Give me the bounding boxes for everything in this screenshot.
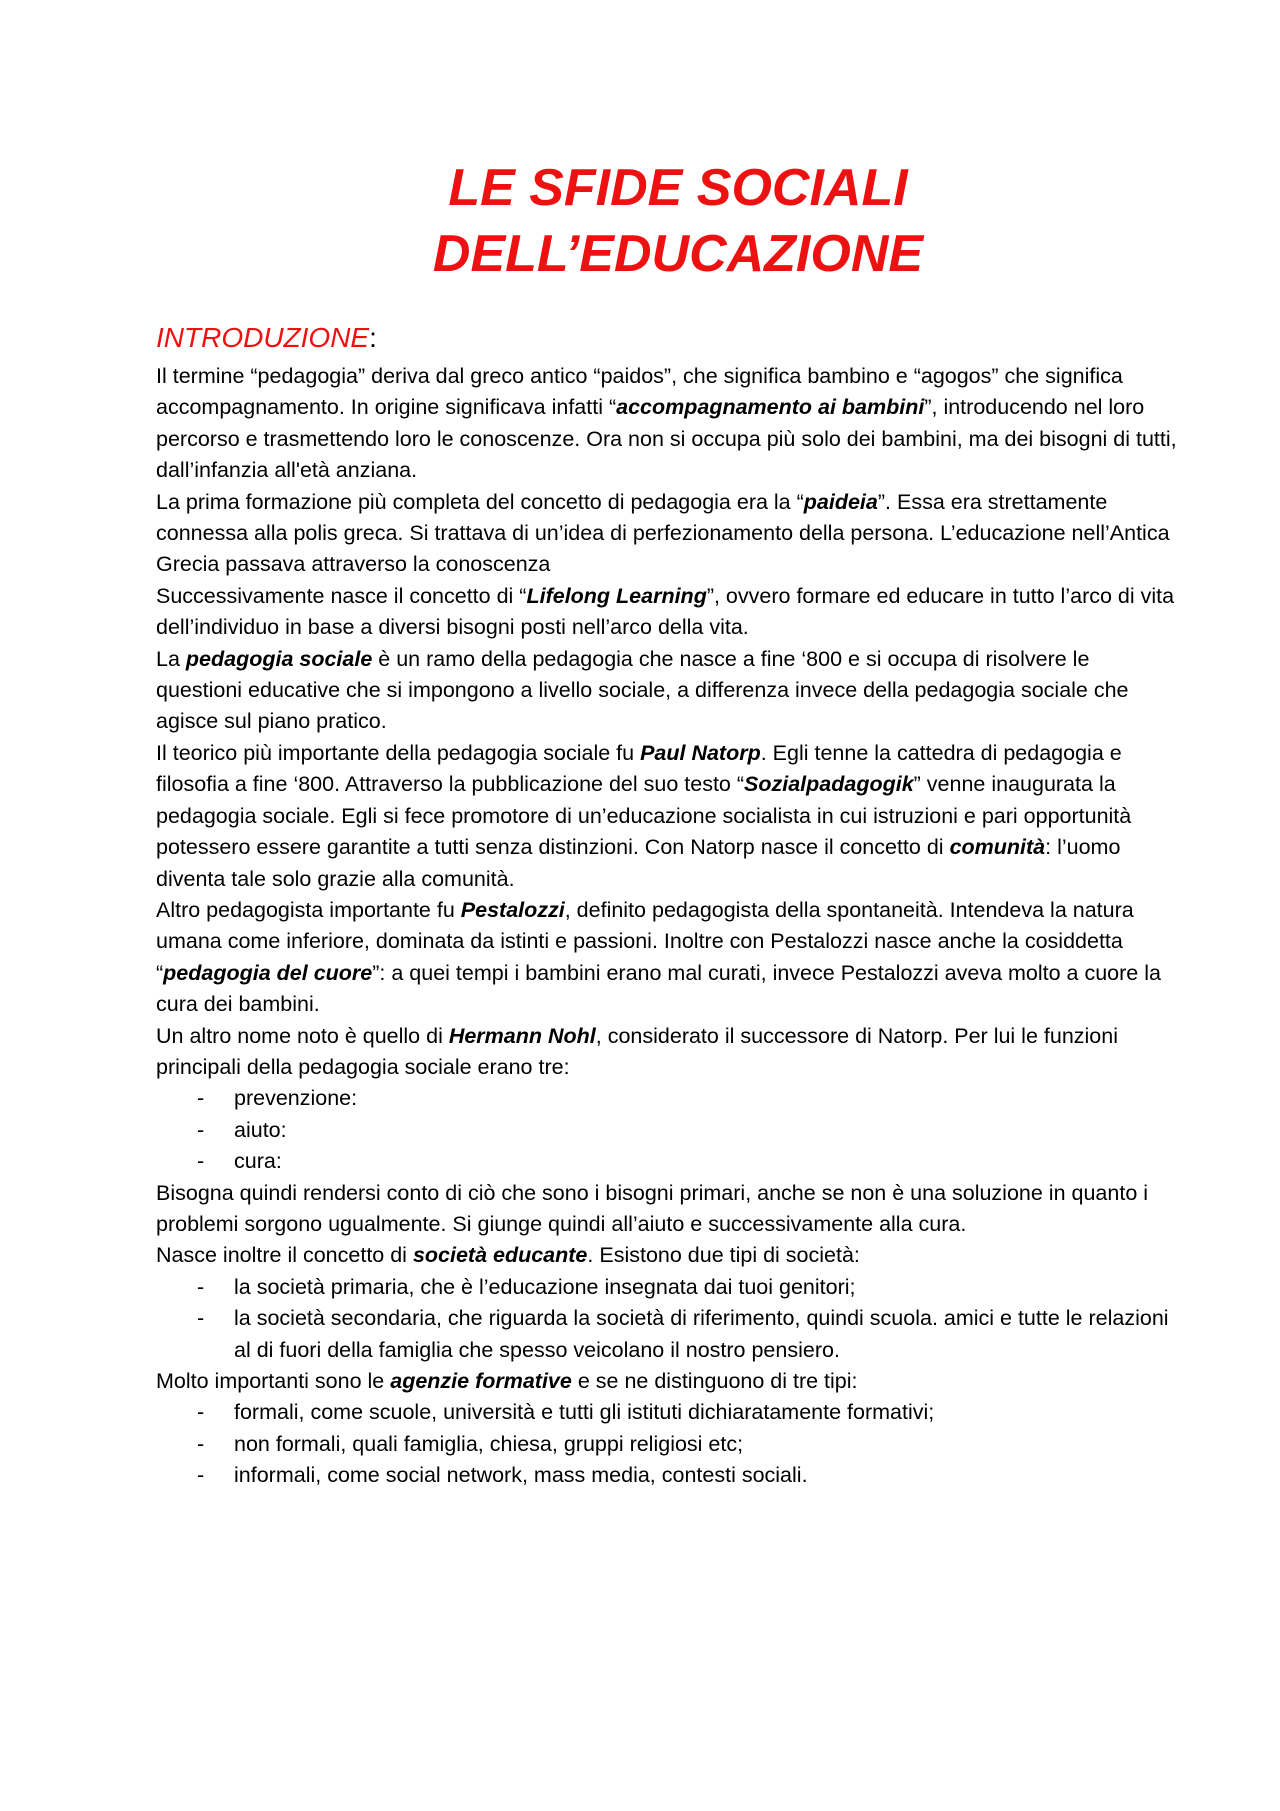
paragraph-societa-educante (156, 1240, 1180, 1271)
text-run: Un altro nome noto è quello di (156, 1023, 449, 1048)
emphasis-term: pedagogia del cuore (163, 960, 373, 985)
dash-bullet: - (197, 1117, 205, 1142)
text-run: ”. Essa era strettamente connessa alla polis greca. Si trattava di un’idea di perfezionamento della persona. L’educazione nell’Antica Grecia passava attraverso la conoscenza (156, 489, 1170, 577)
paragraph-etymology (156, 361, 1180, 487)
text-run: Successivamente nasce il concetto di “ (156, 583, 527, 608)
text-run: Bisogna quindi rendersi conto di ciò che sono i bisogni primari, anche se non è una soluzione in quanto i problemi sorgono ugualmente. Si giunge quindi all’aiuto e successivamente alla cura. (156, 1180, 1149, 1236)
text-run: La prima formazione più completa del concetto di pedagogia era la “ (156, 489, 804, 514)
emphasis-term: accompagnamento ai bambini (616, 395, 925, 420)
dash-bullet: - (197, 1400, 205, 1425)
list-item-text: informali, come social network, mass media, contesti sociali. (234, 1463, 808, 1488)
text-run: ” venne inaugurata la pedagogia sociale. Egli si fece promotore di un’educazione socialista in cui istruzioni e pari opportunità potessero essere garantite a tutti senza distinzioni. Con Natorp nasce il concetto di (156, 772, 1132, 860)
emphasis-term: comunità (949, 835, 1046, 860)
paragraph-lifelong-learning (156, 581, 1180, 644)
text-run: . Egli tenne la cattedra di pedagogia e filosofia a fine ‘800. Attraverso la pubblicazione del suo testo “ (156, 740, 1122, 797)
list-societa (156, 1272, 1180, 1366)
list-item (156, 1272, 1180, 1303)
text-run: . Esistono due tipi di società: (587, 1243, 860, 1268)
text-run: ”, ovvero formare ed educare in tutto l’arco di vita dell’individuo in base a diversi bisogni posti nell’arco della vita. (156, 583, 1175, 640)
emphasis-term: pedagogia sociale (185, 646, 373, 671)
list-item (156, 1146, 1180, 1177)
list-item (156, 1460, 1180, 1491)
text-run: Il teorico più importante della pedagogia sociale fu (156, 740, 641, 765)
text-run: e se ne distinguono di tre tipi: (571, 1369, 858, 1393)
dash-bullet: - (197, 1274, 205, 1299)
text-run: Il termine “pedagogia” deriva dal greco antico “paidos”, che significa bambino e “agogos” che significa accompagnamento. In origine significava infatti “ (156, 364, 1123, 420)
dash-bullet: - (197, 1149, 205, 1174)
paragraph-paideia (156, 487, 1180, 581)
list-item (156, 1429, 1180, 1460)
document-title (156, 155, 1180, 287)
text-run: La (156, 646, 186, 671)
emphasis-term: paideia (803, 489, 878, 514)
text-run: Altro pedagogista importante fu (156, 897, 461, 922)
text-run: è un ramo della pedagogia che nasce a fine ‘800 e si occupa di risolvere le questioni educative che si impongono a livello sociale, a differenza invece della pedagogia sociale che agisce sul piano pratico. (156, 646, 1129, 734)
section-heading (156, 321, 1180, 355)
text-run: Molto importanti sono le (156, 1369, 391, 1393)
text-run: : l’uomo diventa tale solo grazie alla comunità. (156, 835, 1121, 891)
emphasis-term: Pestalozzi (460, 897, 565, 922)
dash-bullet: - (197, 1431, 205, 1456)
list-item (156, 1303, 1180, 1366)
section-heading-colon: : (369, 322, 377, 353)
paragraph-pedagogia-sociale (156, 644, 1180, 738)
text-run: , considerato il successore di Natorp. Per lui le funzioni principali della pedagogia sociale erano tre: (156, 1023, 1118, 1079)
emphasis-term: agenzie formative (390, 1369, 572, 1393)
list-item-text: non formali, quali famiglia, chiesa, gruppi religiosi etc; (234, 1431, 744, 1456)
section-heading-text: INTRODUZIONE (156, 322, 370, 353)
title-line-2: DELL’EDUCAZIONE (432, 225, 924, 283)
list-item-text: prevenzione: (234, 1086, 358, 1111)
title-line-1: LE SFIDE SOCIALI (448, 159, 908, 217)
dash-bullet: - (197, 1463, 205, 1488)
list-item-text: cura: (234, 1149, 282, 1174)
list-agenzie (156, 1397, 1180, 1491)
list-item-text: formali, come scuole, università e tutti gli istituti dichiaratamente formativi; (234, 1400, 935, 1425)
text-run: Nasce inoltre il concetto di (156, 1243, 413, 1268)
list-item (156, 1397, 1180, 1428)
paragraph-nohl (156, 1021, 1180, 1084)
body-text (156, 361, 1180, 1492)
list-item-text: aiuto: (234, 1117, 287, 1142)
emphasis-term: Hermann Nohl (448, 1023, 596, 1048)
paragraph-pestalozzi (156, 895, 1180, 1021)
emphasis-term: Sozialpadagogik (744, 772, 914, 797)
list-item-text: la società secondaria, che riguarda la società di riferimento, quindi scuola. amici e tutte le relazioni al di fuori della famiglia che spesso veicolano il nostro pensiero. (234, 1306, 1169, 1362)
list-item-text: la società primaria, che è l’educazione insegnata dai tuoi genitori; (234, 1274, 856, 1299)
emphasis-term: società educante (412, 1243, 588, 1268)
dash-bullet: - (197, 1086, 205, 1111)
dash-bullet: - (197, 1306, 205, 1331)
emphasis-term: Lifelong Learning (526, 583, 707, 608)
paragraph-natorp (156, 738, 1180, 895)
list-item (156, 1115, 1180, 1146)
paragraph-agenzie-formative (156, 1366, 1180, 1397)
paragraph-bisogni (156, 1178, 1180, 1241)
list-item (156, 1083, 1180, 1114)
list-functions (156, 1083, 1180, 1177)
text-run: ”, introducendo nel loro percorso e trasmettendo loro le conoscenze. Ora non si occupa più solo dei bambini, ma dei bisogni di tutti, dall’infanzia all'età anziana. (156, 395, 1177, 483)
text-run: , definito pedagogista della spontaneità. Intendeva la natura umana come inferiore, dominata da istinti e passioni. Inoltre con Pestalozzi nasce anche la cosiddetta “ (156, 897, 1134, 985)
emphasis-term: Paul Natorp (640, 740, 761, 765)
text-run: ”: a quei tempi i bambini erano mal curati, invece Pestalozzi aveva molto a cuore la cura dei bambini. (156, 960, 1161, 1017)
